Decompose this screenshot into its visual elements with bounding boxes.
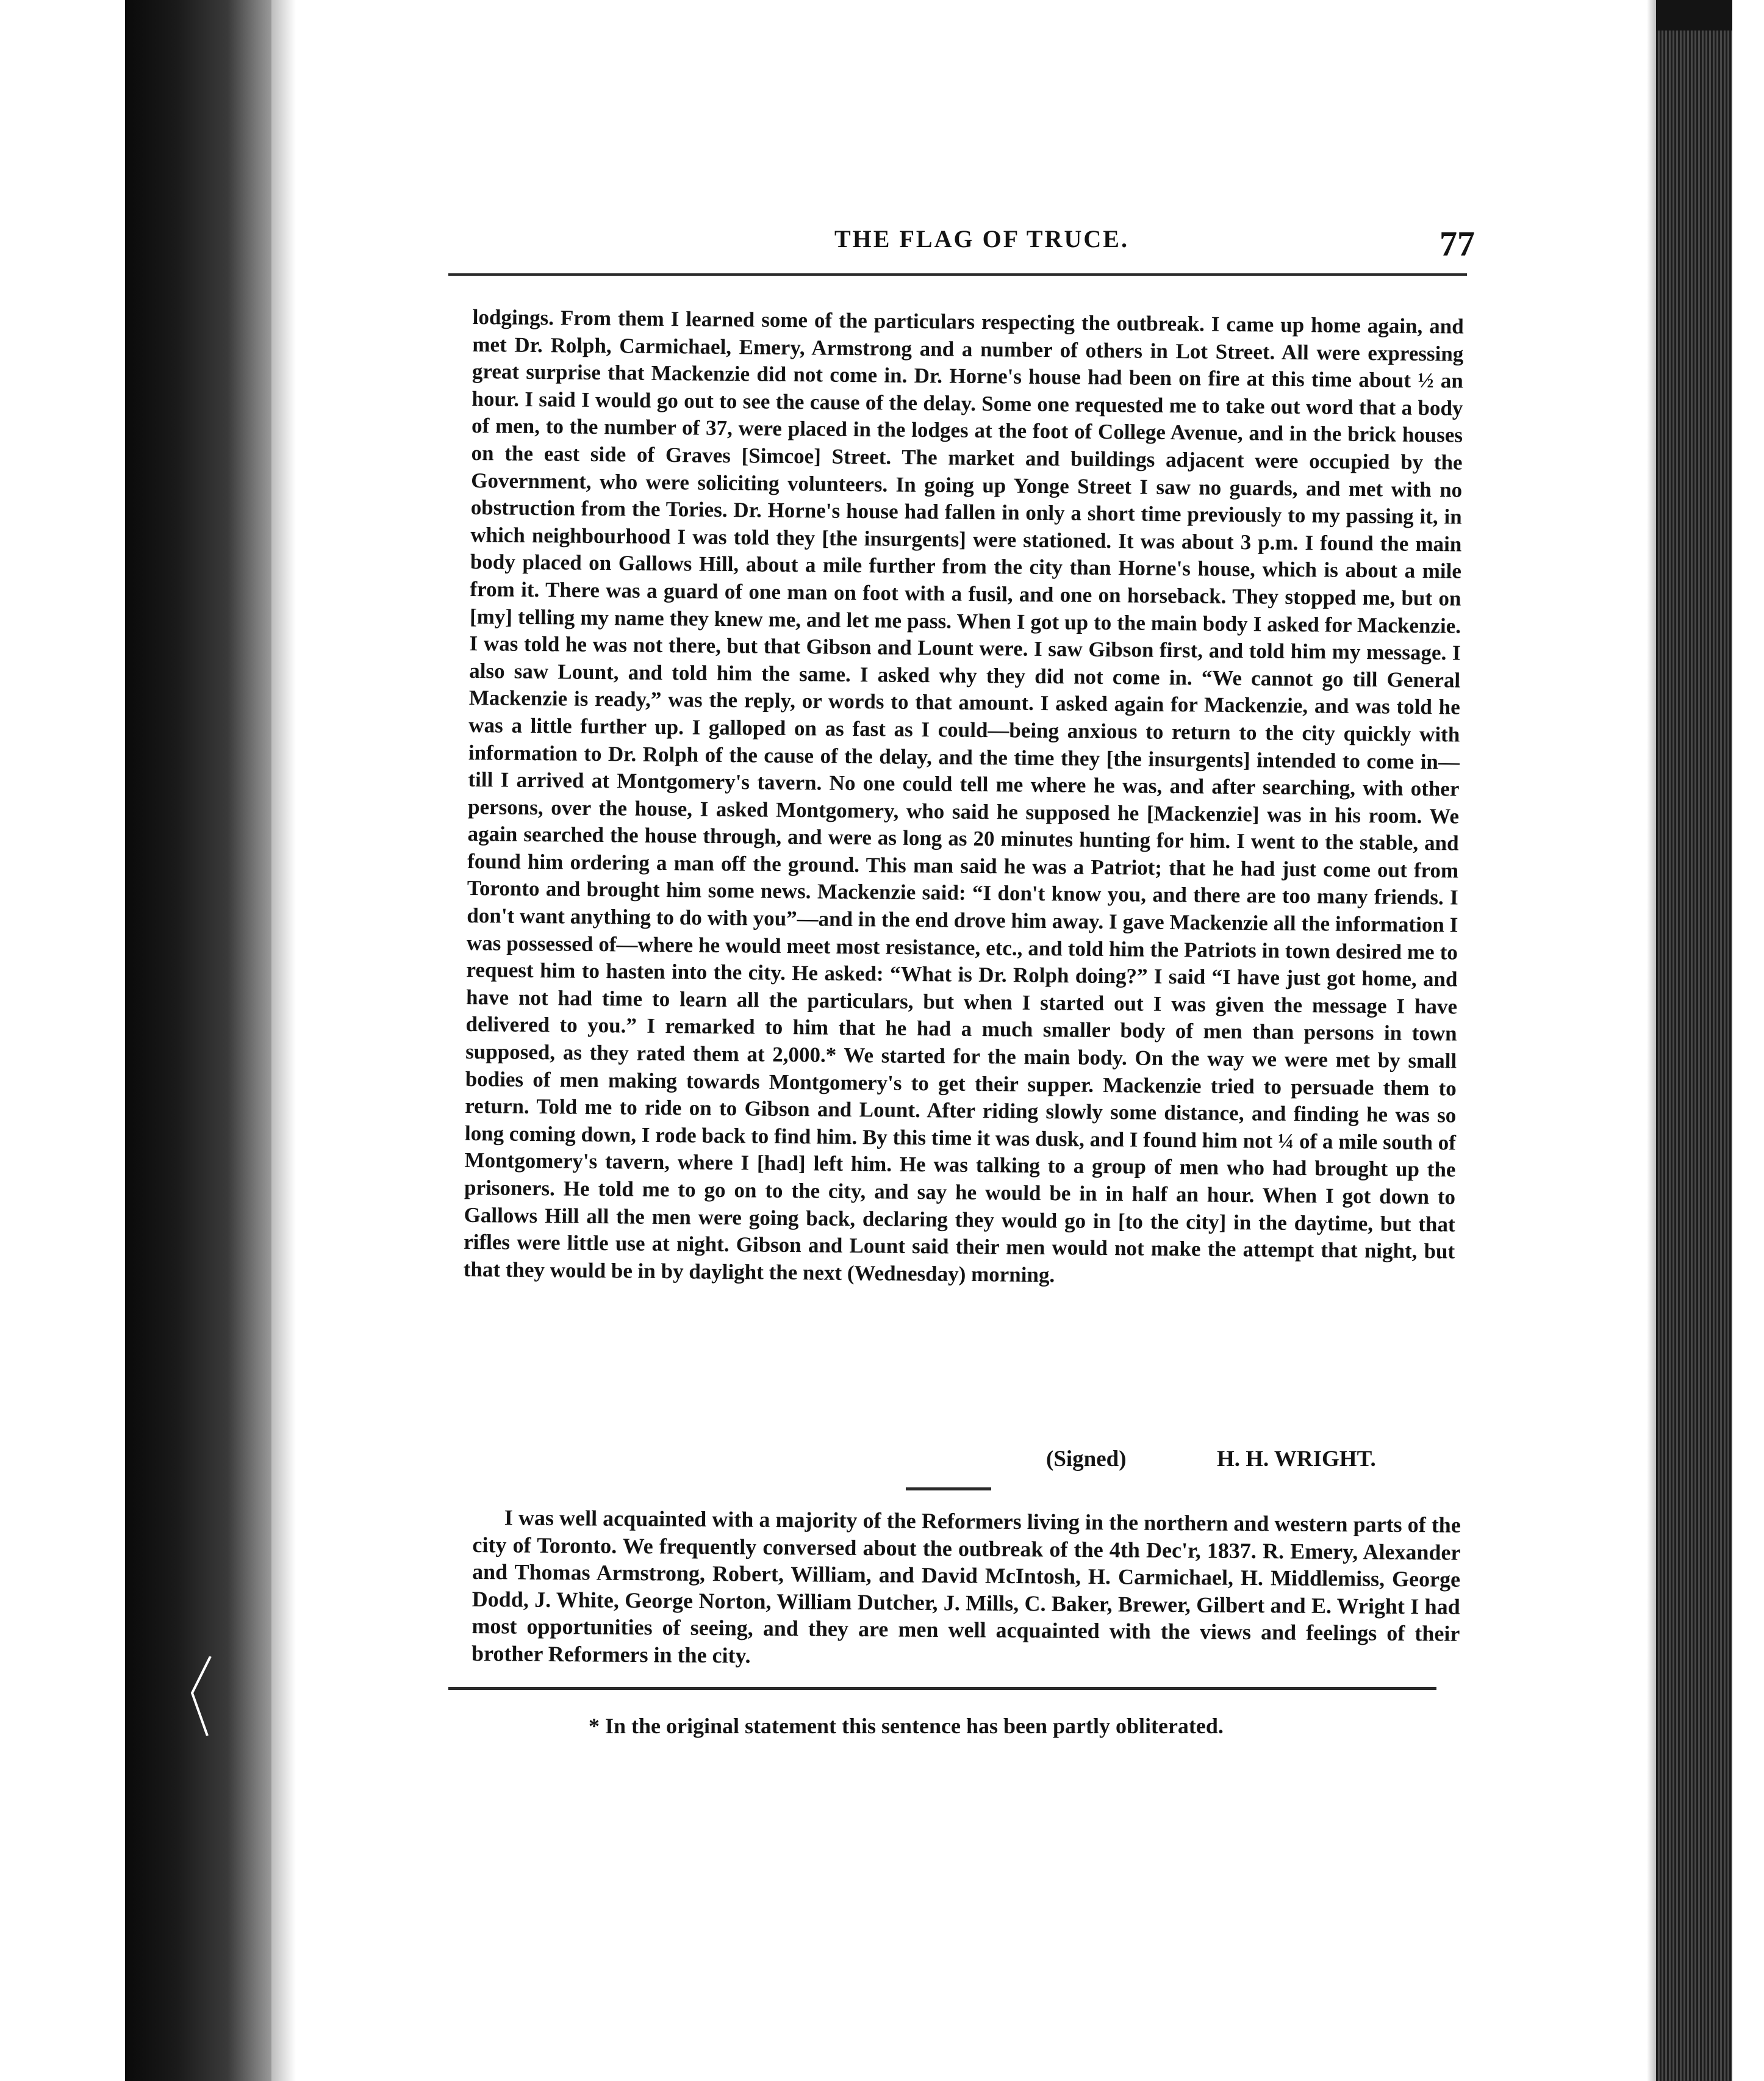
reformers-paragraph	[471, 1504, 1461, 1675]
body-paragraph: lodgings. From them I learned some of the particulars respecting the outbreak. I came up home again, and met Dr. Rolph, Carmichael, Emery, Armstrong and a number of others in Lot Street. All were expressing great surprise that Mackenzie did not come in. Dr. Horne's house had been on fire at this time about ½ an hour. I said I would go out to see the cause of the delay. Some one requested me to take out word that a body of men, to the number of 37, were placed in the lodges at the foot of College Avenue, and in the brick houses on the east side of Graves [Simcoe] Street. The market and buildings adjacent were occupied by the Government, who were soliciting volunteers. In going up Yonge Street I saw no guards, and met with no obstruction from the Tories. Dr. Horne's house had fallen in only a short time previously to my passing it, in which neighbourhood I was told they [the insurgents] were stationed. It was about 3 p.m. I found the main body placed on Gallows Hill, about a mile further from the city than Horne's house, which is about a mile from it. There was a guard of one man on foot with a fusil, and one on horseback. They stopped me, but on [my] telling my name they knew me, and let me pass. When I got up to the main body I asked for Mackenzie. I was told he was not there, but that Gibson and Lount were. I saw Gibson first, and told him my message. I also saw Lount, and told him the same. I asked why they did not come in. “We cannot go till General Mackenzie is ready,” was the reply, or words to that amount. I asked again for Mackenzie, and was told he was a little further up. I galloped on as fast as I could—being anxious to return to the city quickly with information to Dr. Rolph of the cause of the delay, and the time they [the insurgents] intended to come in—till I arrived at Montgomery's tavern. No one could tell me where he was, and after searching, with other persons, over the house, I asked Montgomery, who said he supposed he [Mackenzie] was in his room. We again searched the house through, and were as long as 20 minutes hunting for him. I went to the stable, and found him ordering a man off the ground. This man said he was a Patriot; that he had just come out from Toronto and brought him some news. Mackenzie said: “I don't know you, and there are too many friends. I don't want anything to do with you”—and in the end drove him away. I gave Mackenzie all the information I was possessed of—where he would meet most resistance, etc., and told him the Patriots in town desired me to request him to hasten into the city. He asked: “What is Dr. Rolph doing?” I said “I have just got home, and have not had time to learn all the particulars, but when I started out I was given the message I have delivered to you.” I remarked to him that he had a much smaller body of men than persons in town supposed, as they rated them at 2,000.* We started for the main body. On the way we were met by small bodies of men making towards Montgomery's to get their supper. Mackenzie tried to persuade them to return. Told me to ride on to Gibson and Lount. After riding slowly some distance, and finding he was so long coming down, I rode back to find him. By this time it was dusk, and I found him not ¼ of a mile south of Montgomery's tavern, where I [had] left him. He was talking to a group of men who had brought up the prisoners. He told me to go on to the city, and say he would be in in half an hour. When I got down to Gallows Hill all the men were going back, declaring they would go in [to the city] in the daytime, but that rifles were little use at night. Gibson and Lount said their men would not make the attempt that night, but that they would be in by daylight the next (Wednesday) morning.	[463, 304, 1464, 1287]
left-page-margin	[0, 0, 101, 2081]
right-background	[1732, 0, 1764, 2081]
reformers-text: I was well acquainted with a majority of the Reformers living in the northern and western parts of the city of Toronto. We frequently conversed about the outbreak of the 4th Dec'r, 1837. R. Emery, Alexander and Thomas Armstrong, Robert, William, and David McIntosh, H. Carmichael, H. Middlemiss, George Dodd, J. White, George Norton, William Dutcher, J. Mills, C. Baker, Brewer, Gilbert and E. Wright I had most opportunities of seeing, and they are men well acquainted with the views and feelings of their brother Reformers in the city.	[471, 1505, 1461, 1668]
footnote-rule	[448, 1687, 1436, 1690]
section-divider	[906, 1487, 991, 1490]
page-block-top	[1656, 0, 1735, 31]
header-rule	[448, 273, 1467, 276]
page-tear-mark	[180, 1656, 217, 1736]
signatory-name: H. H. WRIGHT.	[1217, 1447, 1376, 1472]
running-title: THE FLAG OF TRUCE.	[834, 225, 1129, 253]
book-spine-shadow	[125, 0, 271, 2081]
running-header	[834, 225, 1129, 253]
page-block-edge	[1656, 0, 1735, 2081]
signature-line	[1046, 1446, 1473, 1472]
spine-gradient	[271, 0, 296, 2081]
footnote: * In the original statement this sentence has been partly obliterated.	[589, 1714, 1224, 1738]
page-number: 77	[1440, 224, 1475, 264]
signed-label: (Signed)	[1046, 1447, 1127, 1472]
